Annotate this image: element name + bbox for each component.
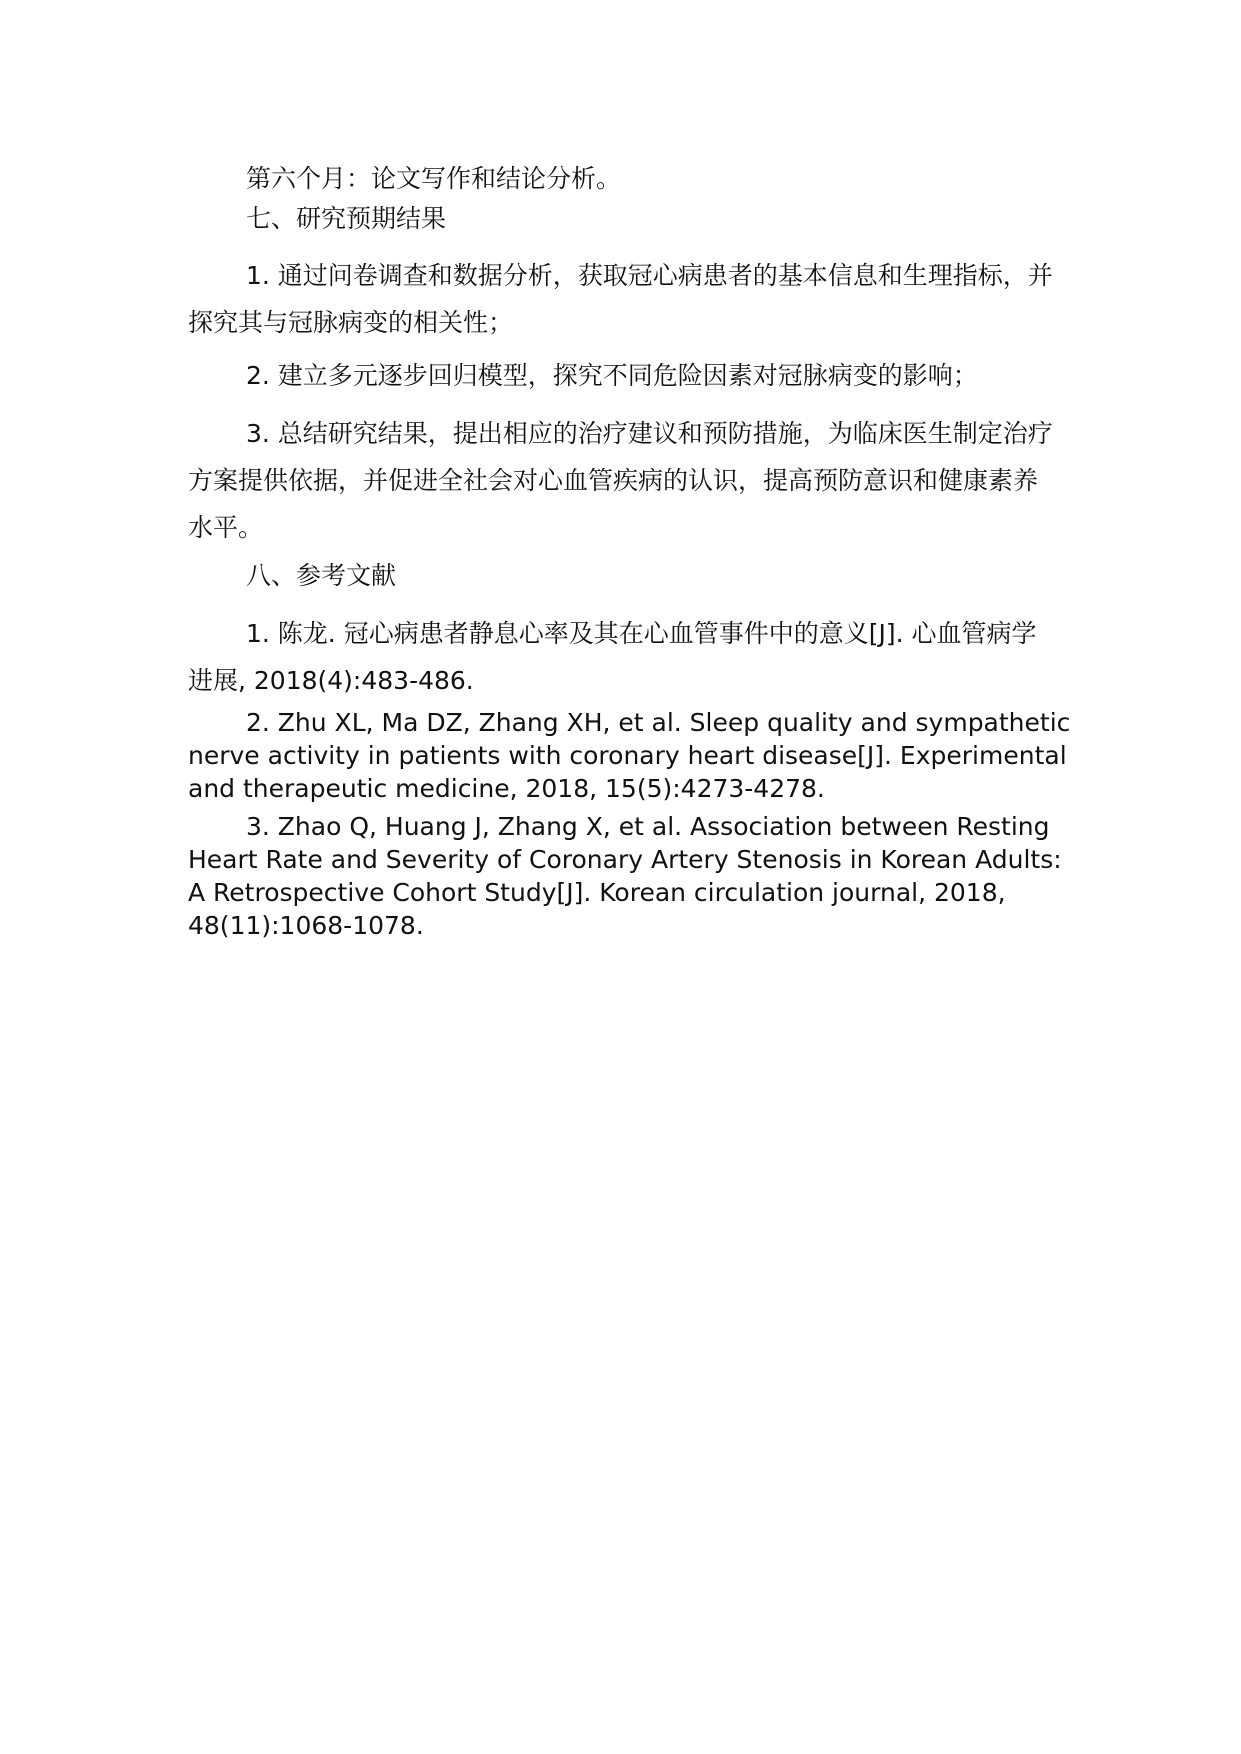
reference-item-3: 3. Zhao Q, Huang J, Zhang X, et al. Association between Resting Heart Rate and Severity of Coronary Artery Stenosis in Korean Adults: A Retrospective Cohort Study[J]. Korean circulation journal, 2018, 48(11):1068-1078.: [188, 812, 1062, 940]
result-item-1: 1. 通过问卷调查和数据分析，获取冠心病患者的基本信息和生理指标，并探究其与冠脉病变的相关性；: [188, 261, 1053, 337]
reference-item-2: 2. Zhu XL, Ma DZ, Zhang XH, et al. Sleep quality and sympathetic nerve activity in patients with coronary heart disease[J]. Experimental and therapeutic medicine, 2018, 15(5):4273-4278.: [188, 708, 1071, 803]
section-8-heading: 八、参考文献: [246, 561, 397, 590]
reference-item-1: 1. 陈龙. 冠心病患者静息心率及其在心血管事件中的意义[J]. 心血管病学进展, 2018(4):483-486.: [188, 619, 1037, 695]
section-7-heading: 七、研究预期结果: [246, 204, 447, 233]
result-item-2: 2. 建立多元逐步回归模型，探究不同危险因素对冠脉病变的影响；: [246, 361, 978, 390]
result-item-3: 3. 总结研究结果，提出相应的治疗建议和预防措施，为临床医生制定治疗方案提供依据，并促进全社会对心血管疾病的认识，提高预防意识和健康素养水平。: [188, 419, 1053, 542]
schedule-month-6: 第六个月：论文写作和结论分析。: [246, 164, 622, 193]
